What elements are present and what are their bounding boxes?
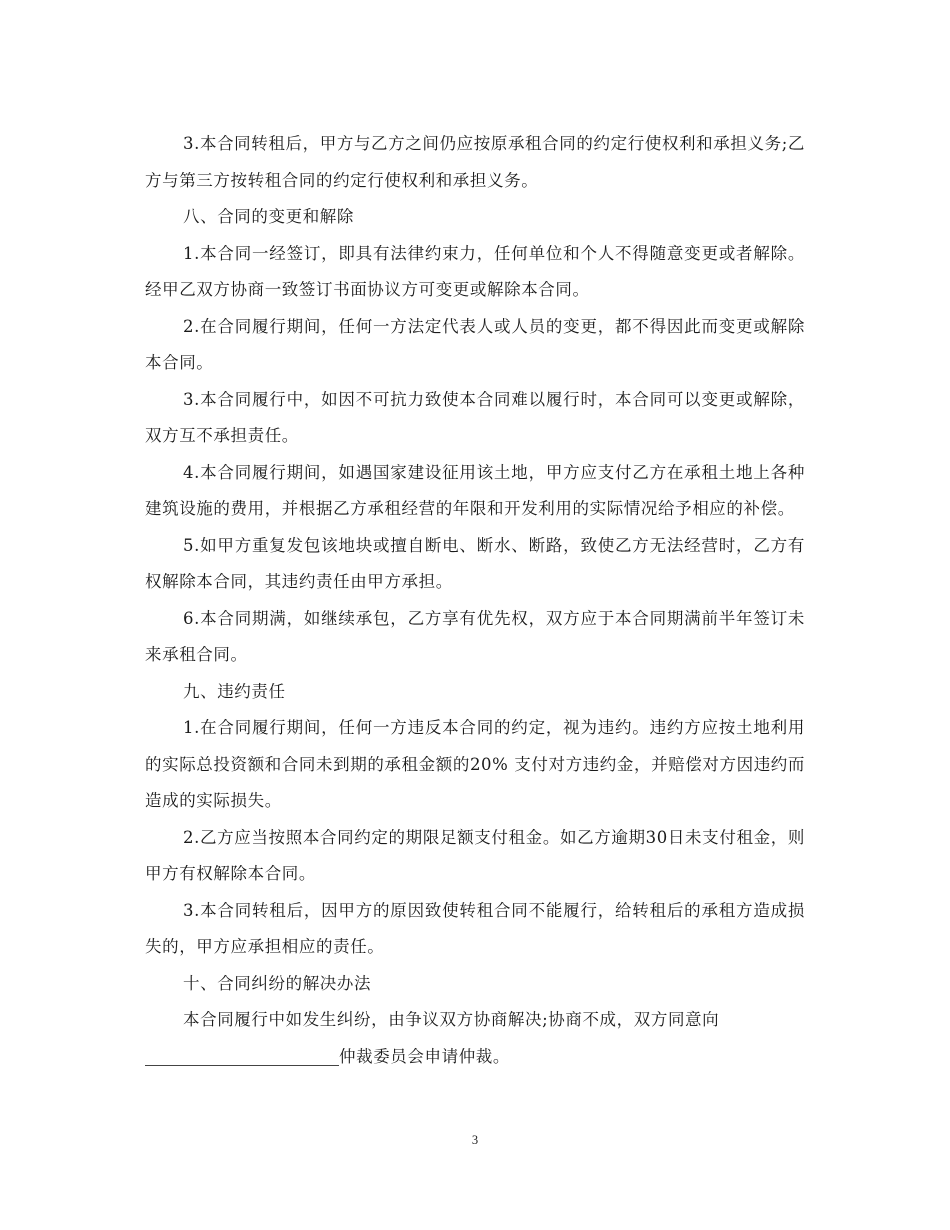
document-body — [145, 126, 805, 1075]
clause-8-1: 1.本合同一经签订，即具有法律约束力，任何单位和个人不得随意变更或者解除。经甲乙双方协商一致签订书面协议方可变更或解除本合同。 — [145, 243, 805, 299]
clause-8-5: 5.如甲方重复发包该地块或擅自断电、断水、断路，致使乙方无法经营时，乙方有权解除本合同，其违约责任由甲方承担。 — [145, 535, 805, 591]
clause-9-3: 3.本合同转租后，因甲方的原因致使转租合同不能履行，给转租后的承租方造成损失的，甲方应承担相应的责任。 — [145, 900, 805, 956]
clause-8-2: 2.在合同履行期间，任何一方法定代表人或人员的变更，都不得因此而变更或解除本合同。 — [145, 316, 805, 372]
section-heading-10: 十、合同纠纷的解决办法 — [183, 973, 372, 993]
clause-8-3: 3.本合同履行中，如因不可抗力致使本合同难以履行时，本合同可以变更或解除，双方互不承担责任。 — [145, 389, 805, 445]
clause-9-2: 2.乙方应当按照本合同约定的期限足额支付租金。如乙方逾期30日未支付租金，则甲方有权解除本合同。 — [145, 827, 805, 883]
clause-9-1: 1.在合同履行期间，任何一方违反本合同的约定，视为违约。违约方应按土地利用的实际总投资额和合同未到期的承租金额的20% 支付对方违约金，并赔偿对方因违约而造成的实际损失。 — [145, 718, 805, 810]
page-number: 3 — [471, 1133, 479, 1147]
section-heading-8: 八、合同的变更和解除 — [183, 207, 354, 226]
dispute-clause-line1: 本合同履行中如发生纠纷，由争议双方协商解决;协商不成，双方同意向 — [183, 1010, 720, 1029]
dispute-clause-suffix: 仲裁委员会申请仲裁。 — [339, 1046, 510, 1066]
dispute-clause-line2 — [145, 1039, 805, 1076]
arbitration-blank-line — [145, 1045, 339, 1066]
clause-7-3: 3.本合同转租后，甲方与乙方之间仍应按原承租合同的约定行使权利和承担义务;乙方与第三方按转租合同的约定行使权利和承担义务。 — [145, 134, 805, 190]
clause-8-6: 6.本合同期满，如继续承包，乙方享有优先权，双方应于本合同期满前半年签订未来承租合同。 — [145, 608, 805, 664]
section-heading-9: 九、违约责任 — [183, 681, 286, 701]
clause-8-4: 4.本合同履行期间，如遇国家建设征用该土地，甲方应支付乙方在承租土地上各种建筑设施的费用，并根据乙方承租经营的年限和开发利用的实际情况给予相应的补偿。 — [145, 462, 805, 518]
